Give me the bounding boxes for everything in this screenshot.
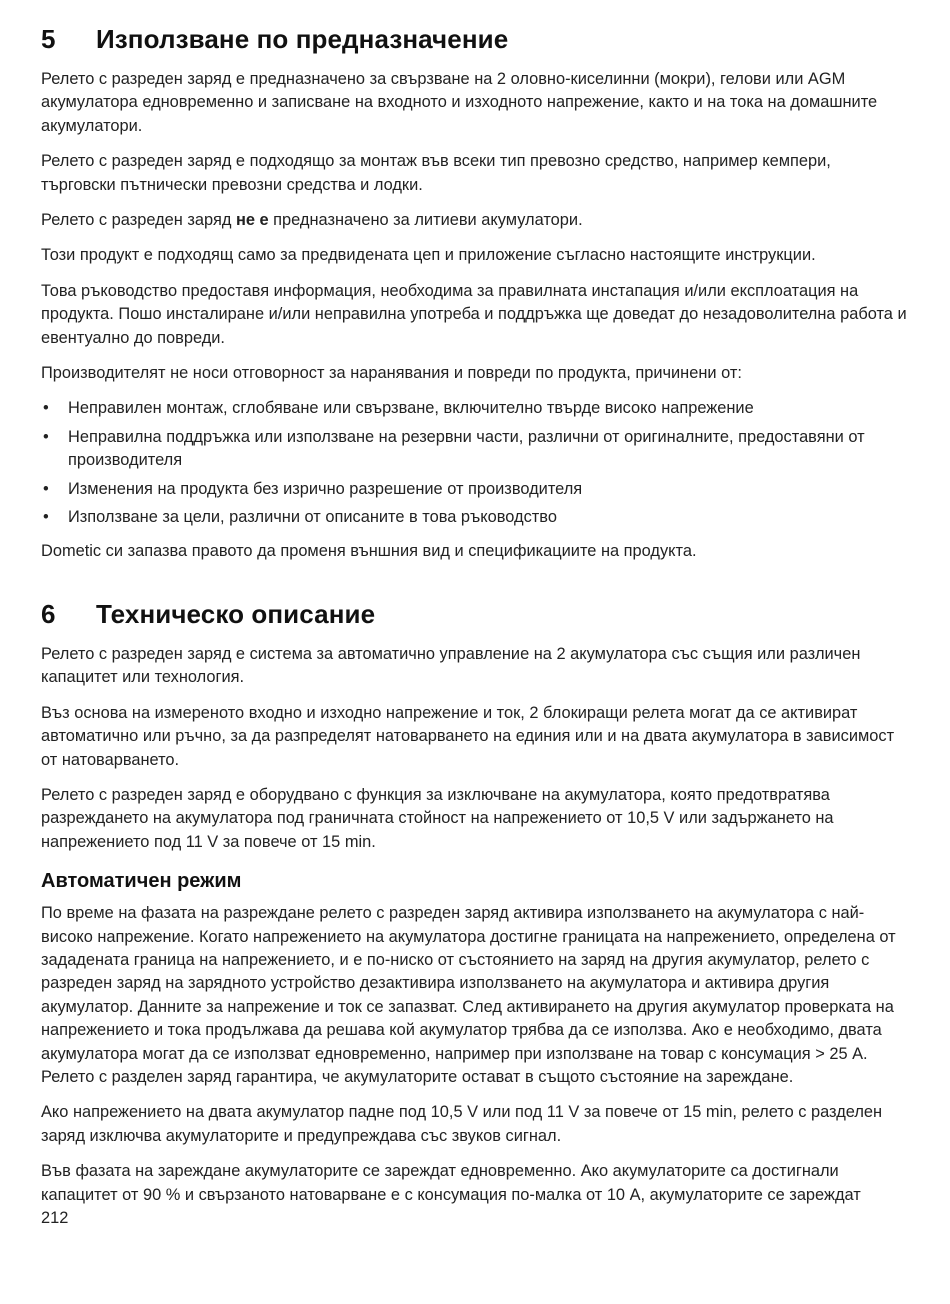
section-spacer bbox=[41, 575, 909, 597]
list-item-text: Неправилен монтаж, сглобяване или свързване, включително твърде високо напрежение bbox=[68, 399, 754, 418]
section-5-title: Използване по предназначение bbox=[96, 24, 509, 54]
bullet-icon: • bbox=[43, 399, 49, 418]
section-5-heading bbox=[41, 22, 909, 56]
section-6-paragraph-6: Във фазата на зареждане акумулаторите се зареждат едновременно. Ако акумулаторите са достигнали капацитет от 90 % и свързаното натоварване е с консумация по-малка от 10 A, акумулаторите се зареждат bbox=[41, 1162, 861, 1204]
paragraph-3-emphasis: не е bbox=[235, 211, 269, 230]
list-item-text: Неправилна поддръжка или използване на резервни части, различни от оригиналните, предоставяни от производителя bbox=[68, 427, 865, 470]
section-6-paragraph-2: Въз основа на измереното входно и изходно напрежение и ток, 2 блокиращи релета могат да се активират автоматично или ръчно, за да разпределят натоварването на единия или и на двата акумулатора в зависимост от натоварването. bbox=[41, 703, 895, 769]
section-5-paragraph-6: Производителят не носи отговорност за наранявания и повреди по продукта, причинени от: bbox=[41, 364, 742, 383]
automatic-mode-subheading: Автоматичен режим bbox=[41, 870, 242, 893]
section-5-paragraph-7: Dometic си запазва правото да променя външния вид и спецификациите на продукта. bbox=[41, 541, 697, 560]
paragraph-3-text-after: предназначено за литиеви акумулатори. bbox=[268, 211, 583, 230]
section-5-paragraph-1: Релето с разреден заряд е предназначено за свързване на 2 оловно-киселинни (мокри), гелови или AGM акумулатора едновременно и записване на входното и изходното напрежение, както и на тока на домашните акумулатори. bbox=[41, 70, 878, 135]
section-5-number: 5 bbox=[41, 24, 56, 54]
paragraph-3-text-before: Релето с разреден заряд bbox=[41, 211, 236, 230]
page-number: 212 bbox=[41, 1209, 69, 1228]
section-6-paragraph-5: Ако напрежението на двата акумулатор падне под 10,5 V или под 11 V за повече от 15 min, релето с разделен заряд изключва акумулаторите и предупреждава със звуков сигнал. bbox=[41, 1103, 883, 1145]
section-6-heading bbox=[41, 597, 909, 631]
list-item-text: Използване за цели, различни от описаните в това ръководство bbox=[68, 508, 557, 527]
section-6-number: 6 bbox=[41, 598, 56, 629]
section-5-paragraph-5: Това ръководство предоставя информация, необходима за правилната инстапация и/или експлоатация на продукта. Пошо инсталиране и/или неправилна употреба и поддръжка ще доведат до незадоволителна работа и евентуално до повреди. bbox=[41, 281, 907, 347]
list-item bbox=[41, 506, 909, 529]
section-5-paragraph-4: Този продукт е подходящ само за предвидената цеп и приложение съгласно настоящите инструкции. bbox=[41, 246, 816, 265]
section-5-paragraph-2: Релето с разреден заряд е подходящо за монтаж във всеки тип превозно средство, например кемпери, търговски пътнически превозни средства и лодки. bbox=[41, 152, 831, 194]
document-page bbox=[41, 22, 909, 1230]
liability-bullet-list bbox=[41, 397, 909, 529]
list-item bbox=[41, 478, 909, 501]
list-item bbox=[41, 397, 909, 420]
bullet-icon: • bbox=[43, 427, 49, 446]
bullet-icon: • bbox=[43, 479, 49, 498]
section-6-title: Техническо описание bbox=[96, 598, 376, 629]
section-6-paragraph-3: Релето с разреден заряд е оборудвано с функция за изключване на акумулатора, която предотвратява разреждането на акумулатора под граничната стойност на напрежението от 10,5 V или задържането на напрежението под 11 V за повече от 15 min. bbox=[41, 785, 834, 851]
bullet-icon: • bbox=[43, 508, 49, 527]
section-5-paragraph-3 bbox=[41, 209, 909, 232]
list-item-text: Изменения на продукта без изрично разрешение от производителя bbox=[68, 479, 583, 498]
section-6-paragraph-1: Релето с разреден заряд е система за автоматично управление на 2 акумулатора със същия или различен капацитет или технология. bbox=[41, 644, 861, 687]
section-6-paragraph-4: По време на фазата на разреждане релето с разреден заряд активира използването на акумулатора с най-високо напрежение. Когато напрежението на акумулатора достигне границата на напрежението, определена от зададената граница на напрежението, и е по-ниско от състоянието на заряд на другия акумулатор, релето с разреден заряд на зарядното устройство дезактивира използването на акумулатора и активира другия акумулатор. Данните за напрежение и ток се запазват. След активирането на другия акумулатор проверката на напрежението и тока продължава да решава кой акумулатор трябва да се използва. Ако е необходимо, двата акумулатора могат да се използват едновременно, например при използване на товар с консумация > 25 A. Релето с разделен заряд гарантира, че акумулаторите остават в същото състояние на зареждане. bbox=[41, 904, 896, 1086]
list-item bbox=[41, 426, 909, 473]
